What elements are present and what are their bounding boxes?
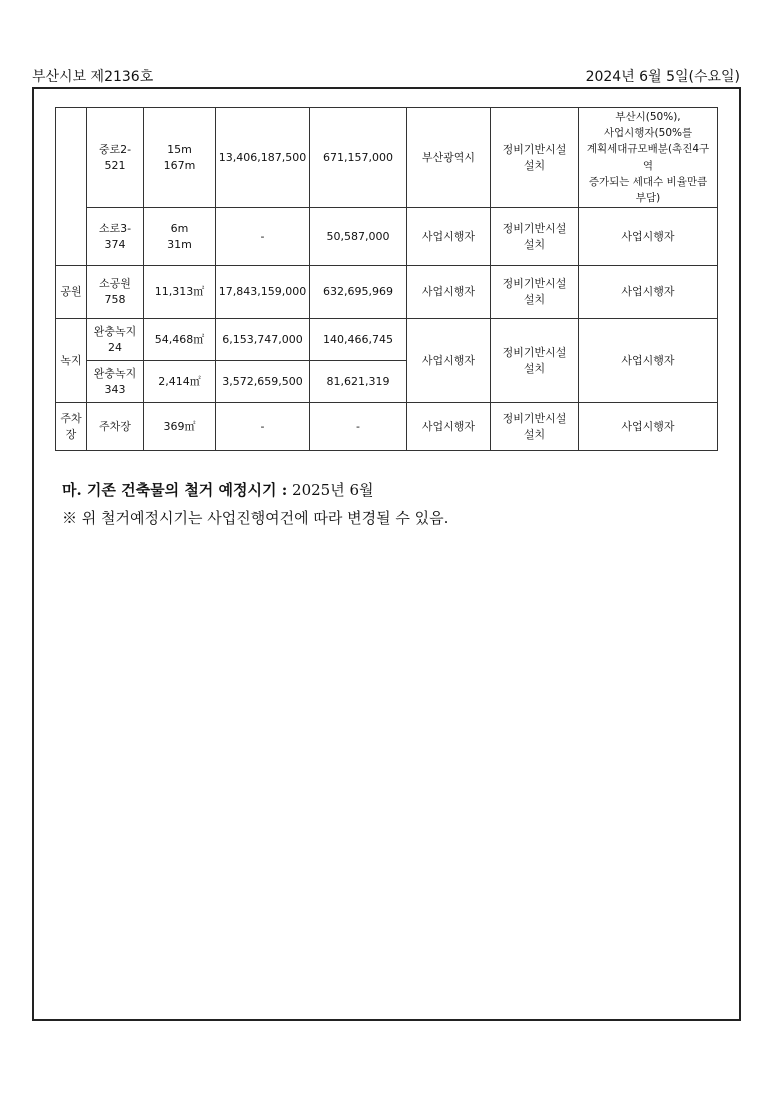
purpose-cell [491, 266, 579, 319]
burden-cell: 사업시행자 [579, 403, 718, 451]
area-cell: 11,313㎡ [144, 266, 216, 319]
table-row [56, 108, 718, 208]
cost2-cell: 671,157,000 [310, 108, 407, 208]
section-title: 마. 기존 건축물의 철거 예정시기 : [62, 481, 288, 499]
purpose-line: 설치 [523, 293, 546, 306]
manager-cell: 부산광역시 [407, 108, 491, 208]
cost2-cell: 140,466,745 [310, 319, 407, 361]
cost1-cell: 13,406,187,500 [216, 108, 310, 208]
burden-line: 사업시행자(50%를 [603, 126, 693, 139]
burden-cell: 사업시행자 [579, 208, 718, 266]
publication-title: 부산시보 제2136호 [32, 69, 154, 85]
purpose-line: 설치 [523, 158, 546, 172]
publication-date: 2024년 6월 5일(수요일) [585, 69, 740, 85]
burden-cell: 사업시행자 [579, 266, 718, 319]
purpose-line: 정비기반시설 [502, 221, 567, 235]
name-line: 24 [108, 340, 122, 354]
manager-cell: 사업시행자 [407, 403, 491, 451]
cost2-cell: 632,695,969 [310, 266, 407, 319]
category-line: 주차 [60, 411, 82, 425]
cost1-cell: - [216, 208, 310, 266]
burden-line: 증가되는 세대수 비율만큼 [588, 175, 708, 188]
purpose-line: 설치 [523, 427, 546, 441]
name-line: 소공원 [99, 277, 131, 291]
table-row [56, 319, 718, 361]
category-line: 장 [65, 427, 77, 441]
facility-name-cell [87, 361, 144, 403]
area-cell: 54,468㎡ [144, 319, 216, 361]
road-category-cell [56, 108, 87, 266]
cost1-cell: 6,153,747,000 [216, 319, 310, 361]
cost1-cell: 3,572,659,500 [216, 361, 310, 403]
burden-cell: 사업시행자 [579, 319, 718, 403]
facility-name-cell: 소로3-374 [87, 208, 144, 266]
facility-name-cell: 중로2-521 [87, 108, 144, 208]
cost1-cell: 17,843,159,000 [216, 266, 310, 319]
burden-line: 계획세대규모배분(촉진4구역 [586, 143, 710, 172]
name-line: 완충녹지 [93, 366, 137, 380]
section-note: ※ 위 철거예정시기는 사업진행여건에 따라 변경될 수 있음. [62, 509, 449, 527]
purpose-line: 정비기반시설 [502, 142, 567, 156]
purpose-line: 정비기반시설 [502, 411, 567, 425]
table-row [56, 266, 718, 319]
purpose-cell [491, 208, 579, 266]
area-cell: 2,414㎡ [144, 361, 216, 403]
length-text: 167m [163, 158, 196, 172]
facility-name-cell: 주차장 [87, 403, 144, 451]
name-line: 758 [104, 293, 126, 306]
width-text: 15m [167, 142, 192, 156]
purpose-line: 설치 [523, 361, 546, 375]
cost2-cell: 50,587,000 [310, 208, 407, 266]
table-row [56, 208, 718, 266]
size-cell [144, 208, 216, 266]
purpose-line: 정비기반시설 [502, 277, 567, 291]
size-cell [144, 108, 216, 208]
table-row [56, 403, 718, 451]
purpose-cell [491, 319, 579, 403]
burden-cell [579, 108, 718, 208]
manager-cell: 사업시행자 [407, 266, 491, 319]
area-cell: 369㎡ [144, 403, 216, 451]
section-value: 2025년 6월 [292, 481, 374, 499]
manager-cell: 사업시행자 [407, 208, 491, 266]
category-cell [56, 403, 87, 451]
category-cell: 공원 [56, 266, 87, 319]
cost2-cell: - [310, 403, 407, 451]
width-text: 6m [170, 221, 189, 235]
cost1-cell: - [216, 403, 310, 451]
section-heading [62, 479, 374, 500]
burden-line: 부산시(50%), [615, 110, 681, 123]
category-cell: 녹지 [56, 319, 87, 403]
purpose-line: 설치 [523, 237, 546, 251]
purpose-line: 정비기반시설 [502, 345, 567, 359]
length-text: 31m [167, 237, 192, 251]
facility-name-cell [87, 266, 144, 319]
manager-cell: 사업시행자 [407, 319, 491, 403]
facility-name-cell [87, 319, 144, 361]
facilities-table [55, 107, 718, 451]
purpose-cell [491, 403, 579, 451]
name-line: 343 [104, 382, 126, 396]
cost2-cell: 81,621,319 [310, 361, 407, 403]
burden-line: 부담) [635, 192, 661, 205]
name-line: 완충녹지 [93, 324, 137, 338]
purpose-cell [491, 108, 579, 208]
